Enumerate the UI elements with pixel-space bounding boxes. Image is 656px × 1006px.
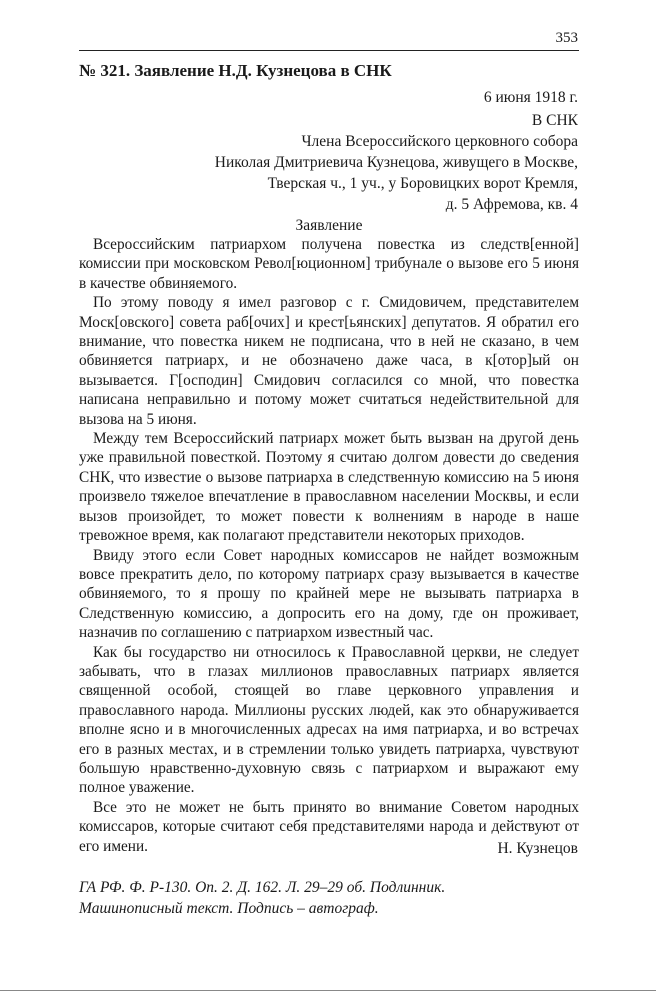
body-paragraph: По этому поводу я имел разговор с г. Смидовичем, представителем Моск[овского] совета раб[очих] и крест[ьянских] депутатов. Я обратил его внимание, что повестка никем не подписана, что в ней не сказано, в чем обвиняется патриарх, и не обозначено даже часа, в к[отор]ый он вызывается. Г[осподин] Смидович согласился со мной, что повестка написана неправильно и потому может считаться недействительной для вызова на 5 июня. xyxy=(79,294,579,428)
signature: Н. Кузнецов xyxy=(497,840,578,857)
addressee-line: Члена Всероссийского церковного собора xyxy=(301,133,578,150)
addressee-line: В СНК xyxy=(531,112,578,129)
body-paragraph: Всероссийским патриархом получена повестка из следств[енной] комиссии при московском Револ[юционном] трибунале о вызове его 5 июня в качестве обвиняемого. xyxy=(79,236,579,292)
archive-note-line: ГА РФ. Ф. Р-130. Оп. 2. Д. 162. Л. 29–29 об. Подлинник. xyxy=(79,879,446,896)
addressee-line: Николая Дмитриевича Кузнецова, живущего в Москве, xyxy=(214,154,578,171)
body-paragraph: Ввиду этого если Совет народных комиссаров не найдет возможным вовсе прекратить дело, по которому патриарх сразу вызывается в качестве обвиняемого, то я прошу по крайней мере не вызывать патриарха в Следственную комиссию, а допросить его на дому, где он проживает, назначив по соглашению с патриархом известный час. xyxy=(79,546,579,642)
statement-heading: Заявление xyxy=(295,217,363,234)
header-rule xyxy=(79,50,579,51)
addressee-line: Тверская ч., 1 уч., у Боровицких ворот Кремля, xyxy=(267,175,578,192)
body-paragraph: Между тем Всероссийский патриарх может быть вызван на другой день уже правильной повесткой. Поэтому я считаю долгом довести до сведения СНК, что известие о вызове патриарха в следственную комиссию на 5 июня произвело тяжелое впечатление в православном населении Москвы, и если вызов произойдет, то может повести к волнениям в народе в наше тревожное время, как полагают представители некоторых приходов. xyxy=(79,430,579,545)
body-paragraph: Как бы государство ни относилось к Православной церкви, не следует забывать, что в глазах миллионов православных патриарх является священной особой, стоящей во главе церковного управления и православного народа. Миллионы русских людей, как это обнаруживается вполне ясно и в многочисленных адресах на имя патриарха, и во встречах его в разных местах, и в стремлении только увидеть патриарха, чувствуют большую нравственно-духовную связь с патриархом и выражают ему полное уважение. xyxy=(79,643,579,797)
bottom-rule xyxy=(0,990,656,991)
page-number: 353 xyxy=(555,30,578,46)
archive-note-line: Машинописный текст. Подпись – автограф. xyxy=(79,900,379,917)
addressee-block xyxy=(78,110,578,215)
document-title: № 321. Заявление Н.Д. Кузнецова в СНК xyxy=(79,61,392,80)
archive-note xyxy=(79,877,579,919)
addressee-line: д. 5 Афремова, кв. 4 xyxy=(445,196,578,213)
statement-body xyxy=(79,235,579,856)
body-paragraph: Все это не может не быть принято во внимание Советом народных комиссаров, которые считают себя представителями народа и действуют от его имени. xyxy=(79,798,579,855)
document-date: 6 июня 1918 г. xyxy=(483,89,578,106)
